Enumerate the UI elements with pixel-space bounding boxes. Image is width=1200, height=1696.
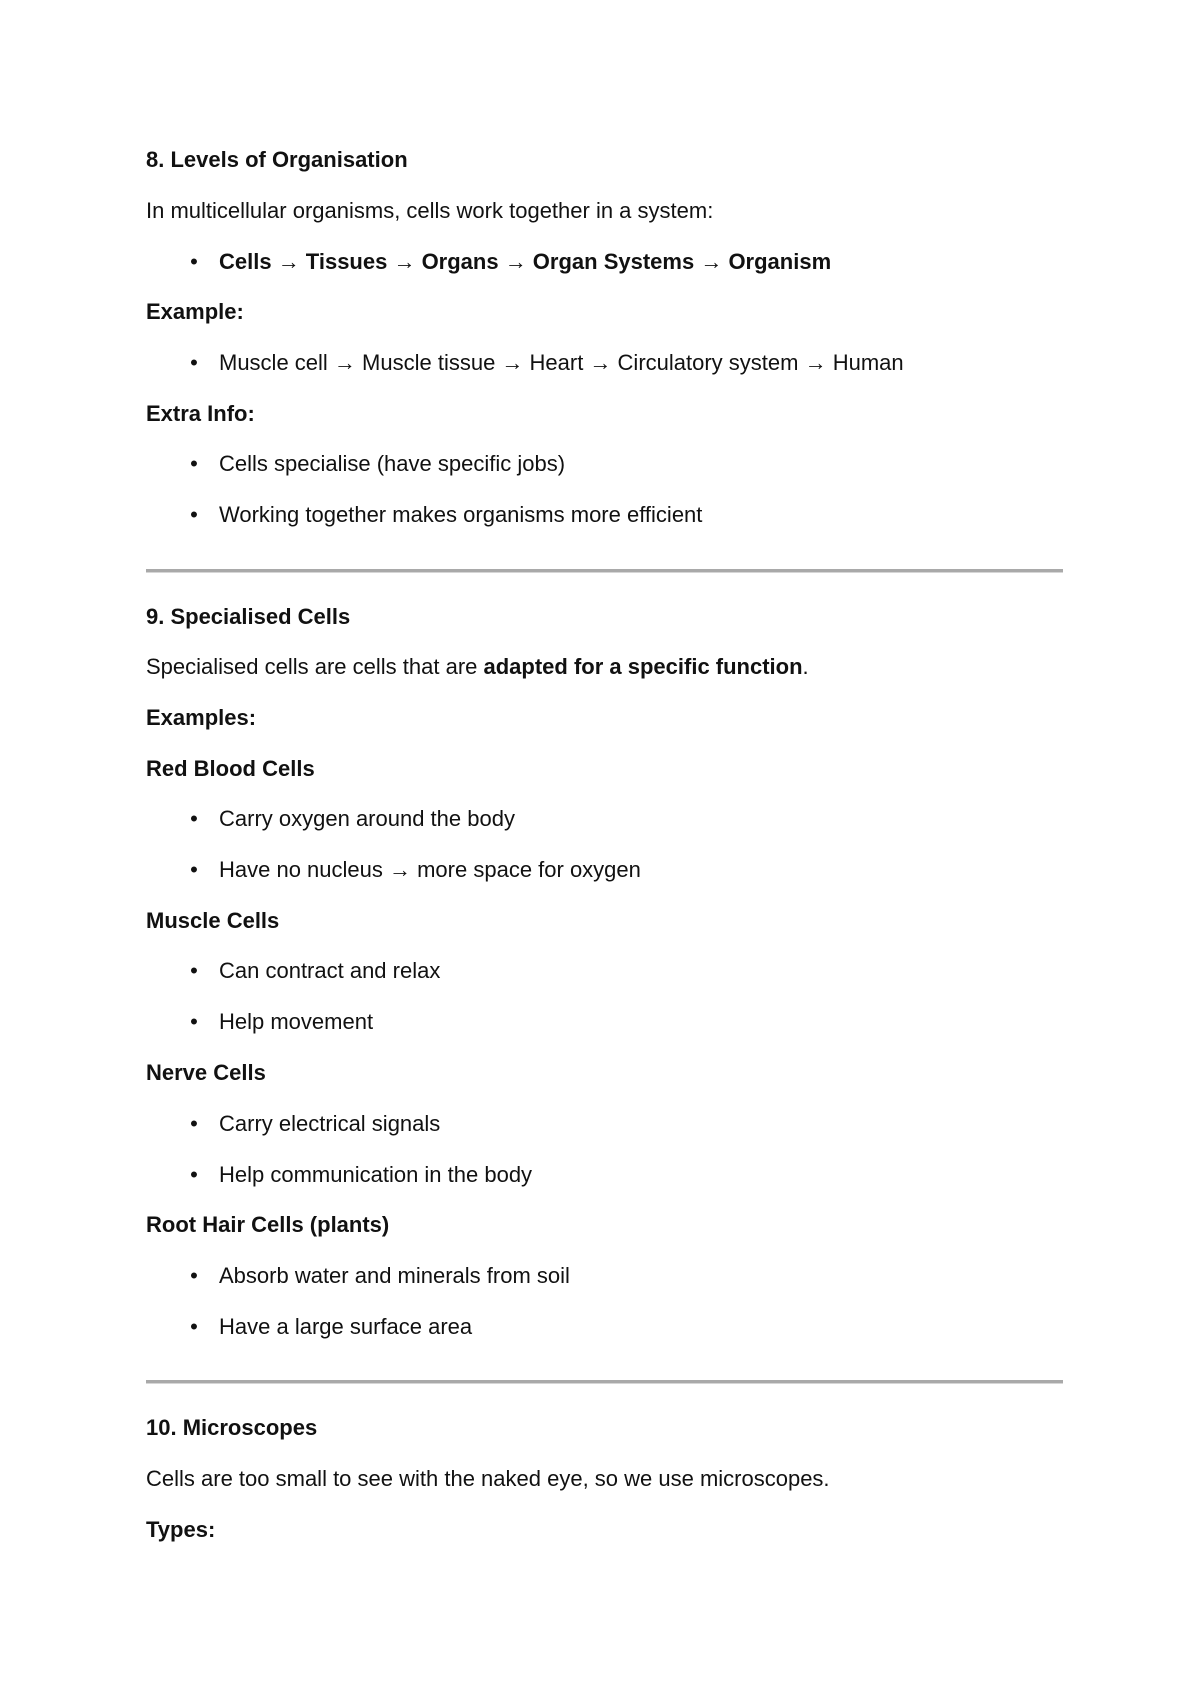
list-item: Can contract and relax — [219, 958, 441, 983]
extra-info-label: Extra Info: — [146, 401, 255, 426]
organisation-chain: Cells → Tissues → Organs → Organ Systems → Organism — [219, 249, 832, 274]
section-9-heading: 9. Specialised Cells — [146, 604, 351, 629]
intro-text: Specialised cells are cells that are — [146, 654, 484, 679]
section-10-intro: Cells are too small to see with the naked eye, so we use microscopes. — [146, 1466, 830, 1491]
bullet-icon: • — [190, 1009, 198, 1034]
bullet-icon: • — [190, 806, 198, 831]
bullet-icon: • — [190, 1162, 198, 1187]
section-8-intro: In multicellular organisms, cells work together in a system: — [146, 198, 714, 223]
bullet-icon: • — [190, 249, 198, 274]
group-heading: Muscle Cells — [146, 908, 280, 933]
group-heading: Nerve Cells — [146, 1060, 266, 1085]
example-chain: Muscle cell → Muscle tissue → Heart → Circulatory system → Human — [219, 350, 904, 375]
bullet-icon: • — [190, 1314, 198, 1339]
types-label: Types: — [146, 1517, 216, 1542]
bullet-icon: • — [190, 502, 198, 527]
list-item: Carry oxygen around the body — [219, 806, 515, 831]
group-heading: Red Blood Cells — [146, 756, 315, 781]
bullet-icon: • — [190, 857, 198, 882]
list-item: Working together makes organisms more efficient — [219, 502, 703, 527]
group-heading: Root Hair Cells (plants) — [146, 1212, 390, 1237]
list-item: Help communication in the body — [219, 1162, 533, 1187]
section-9-intro — [146, 653, 809, 681]
intro-emphasis: adapted for a specific function — [483, 654, 803, 679]
list-item: Cells specialise (have specific jobs) — [219, 451, 566, 476]
section-8-heading: 8. Levels of Organisation — [146, 147, 408, 172]
list-item: Help movement — [219, 1009, 374, 1034]
section-divider — [146, 1380, 1063, 1384]
section-10-heading: 10. Microscopes — [146, 1415, 318, 1440]
list-item: Absorb water and minerals from soil — [219, 1263, 570, 1288]
bullet-icon: • — [190, 451, 198, 476]
intro-period: . — [802, 654, 809, 679]
list-item: Have a large surface area — [219, 1314, 473, 1339]
bullet-icon: • — [190, 350, 198, 375]
list-item: Have no nucleus → more space for oxygen — [219, 857, 641, 882]
list-item: Carry electrical signals — [219, 1111, 441, 1136]
examples-label: Examples: — [146, 705, 257, 730]
bullet-icon: • — [190, 1263, 198, 1288]
bullet-icon: • — [190, 958, 198, 983]
section-divider — [146, 569, 1063, 573]
example-label: Example: — [146, 299, 244, 324]
bullet-icon: • — [190, 1111, 198, 1136]
